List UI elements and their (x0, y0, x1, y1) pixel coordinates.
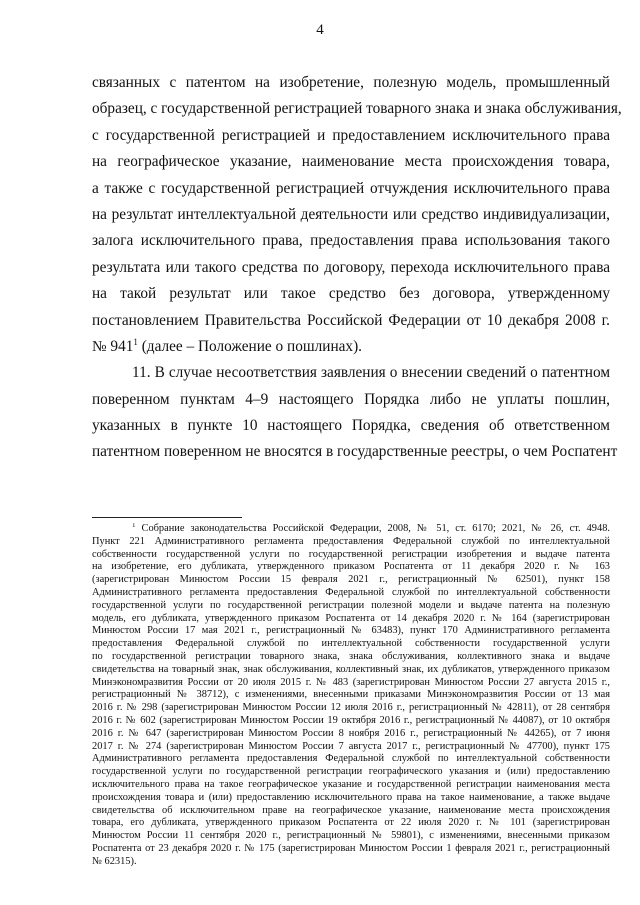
footnote-line: Роспатента от 23 декабря 2020 г. № 175 (зарегистрирован Минюстом России 1 февраля 2021 г., регистрационный (92, 842, 610, 854)
footnote-line: государственной услуги по государственной регистрации географического указания и (или) предоставлению (92, 766, 610, 778)
body-line: указанных в пункте 10 настоящего Порядка, сведения об ответственном (92, 417, 610, 435)
footnote-line: 2016 г. № 647 (зарегистрирован Минюстом России 8 ноября 2016 г., регистрационный № 44265), от 7 июня (92, 727, 610, 739)
footnote (92, 523, 610, 869)
footnote-line: государственной услуги по государственной регистрации полезной модели и выдаче патента на полезную (92, 599, 610, 611)
footnote-line: свидетельства на товарный знак, знак обслуживания, коллективный знак, их дубликатов, утвержденного приказом (92, 663, 610, 675)
body-line: на такой результат или такое средство без договора, утвержденному (92, 285, 610, 303)
footnote-line: 2017 г. № 274 (зарегистрирован Минюстом России 7 августа 2017 г., регистрационный № 47700), пункт 175 (92, 740, 610, 752)
footnote-line: 2016 г. № 298 (зарегистрирован Минюстом России 12 июля 2016 г., регистрационный № 42811), от 28 сентября (92, 702, 610, 714)
footnote-line: товара, его дубликата, утвержденного приказом Роспатента от 22 июля 2020 г. № 101 (зарегистрирован (92, 817, 610, 829)
body-text: № 941 (92, 337, 134, 355)
footnote-line: исключительного права на такое географическое указание и государственной регистрации наименования места (92, 778, 610, 790)
footnote-line: модель, его дубликата, утвержденного приказом Роспатента от 14 декабря 2020 г. № 164 (зарегистрирован (92, 612, 610, 624)
footnote-line: (зарегистрирован Минюстом России 15 февраля 2021 г., регистрационный № 62501), пункт 158 (92, 574, 610, 586)
footnote-line: Пункт 221 Административного регламента предоставления Федеральной службой по интеллектуальной (92, 535, 610, 547)
footnote-line: № 62315). (92, 855, 137, 867)
body-line: залога исключительного права, предоставления права использования такого (92, 232, 610, 250)
footnote-reference: 1 (133, 336, 138, 347)
footnote-line: Минюстом России 11 сентября 2020 г., регистрационный № 59801), с изменениями, внесенными приказом (92, 830, 610, 842)
footnote-line: Административного регламента предоставления Федеральной службой по интеллектуальной собственности (92, 753, 610, 765)
body-line: образец, с государственной регистрацией товарного знака и знака обслуживания, (92, 100, 622, 118)
footnote-line: регистрационный № 38712), с изменениями, внесенными приказами Минэкономразвития России от 13 мая (92, 689, 610, 701)
footnote-line: на изобретение, его дубликата, утвержденного приказом Роспатента от 11 декабря 2020 г. № 163 (92, 561, 610, 573)
body-line (92, 334, 610, 360)
body-line: постановлением Правительства Российской Федерации от 10 декабря 2008 г. (92, 311, 610, 329)
footnote-line: происхождения товара и (или) предоставлению исключительного права на такое наименование, а также выдаче (92, 791, 610, 803)
footnote-line: предоставления Федеральной службой по интеллектуальной собственности государственной услуги (92, 638, 610, 650)
body-line: поверенном пунктам 4–9 настоящего Порядка либо не уплаты пошлин, (92, 390, 610, 408)
footnote-line: собственности государственной услуги по государственной регистрации изобретения и выдаче патента (92, 548, 610, 560)
footnote-line: 2016 г. № 602 (зарегистрирован Минюстом России 19 октября 2016 г., регистрационный № 44087), от 10 октября (92, 714, 610, 726)
footnote-line: Административного регламента предоставления Федеральной службой по интеллектуальной собственности (92, 586, 610, 598)
paragraph-continuation (92, 70, 622, 360)
footnote-line: Минюстом России 17 мая 2021 г., регистрационный № 63483), пункт 170 Административного регламента (92, 625, 610, 637)
footnote-mark: 1 (132, 523, 136, 529)
body-line: связанных с патентом на изобретение, полезную модель, промышленный (92, 74, 610, 91)
footnote-line: свидетельства об исключительном праве на географическое указание, наименование места происхождения (92, 804, 610, 816)
footnote-line (92, 523, 610, 536)
footnote-separator (92, 517, 242, 518)
body-line: патентном поверенном не вносятся в государственные реестры, о чем Роспатент (92, 443, 618, 461)
paragraph-11 (92, 360, 618, 466)
footnote-line: по государственной регистрации товарного знака, знака обслуживания, коллективного знака и выдаче (92, 650, 610, 662)
page-number: 4 (316, 22, 324, 38)
body-line: на результат интеллектуальной деятельности или средство индивидуализации, (92, 205, 610, 223)
body-line: 11. В случае несоответствия заявления о внесении сведений о патентном (132, 364, 610, 382)
body-text: (далее – Положение о пошлинах). (137, 337, 362, 355)
body-line: на географическое указание, наименование места происхождения товара, (92, 153, 610, 171)
main-text (92, 70, 622, 466)
body-line: результата или такого средства по договору, перехода исключительного права (92, 258, 610, 276)
footnote-text: Собрание законодательства Российской Федерации, 2008, № 51, ст. 6170; 2021, № 26, ст. 4948. (135, 523, 610, 534)
body-line: с государственной регистрацией и предоставлением исключительного права (92, 126, 610, 144)
footnote-line: Минэкономразвития России от 20 июля 2015 г. № 483 (зарегистрирован Минюстом России 27 августа 2015 г., (92, 676, 610, 688)
body-line: а также с государственной регистрацией отчуждения исключительного права (92, 179, 610, 197)
